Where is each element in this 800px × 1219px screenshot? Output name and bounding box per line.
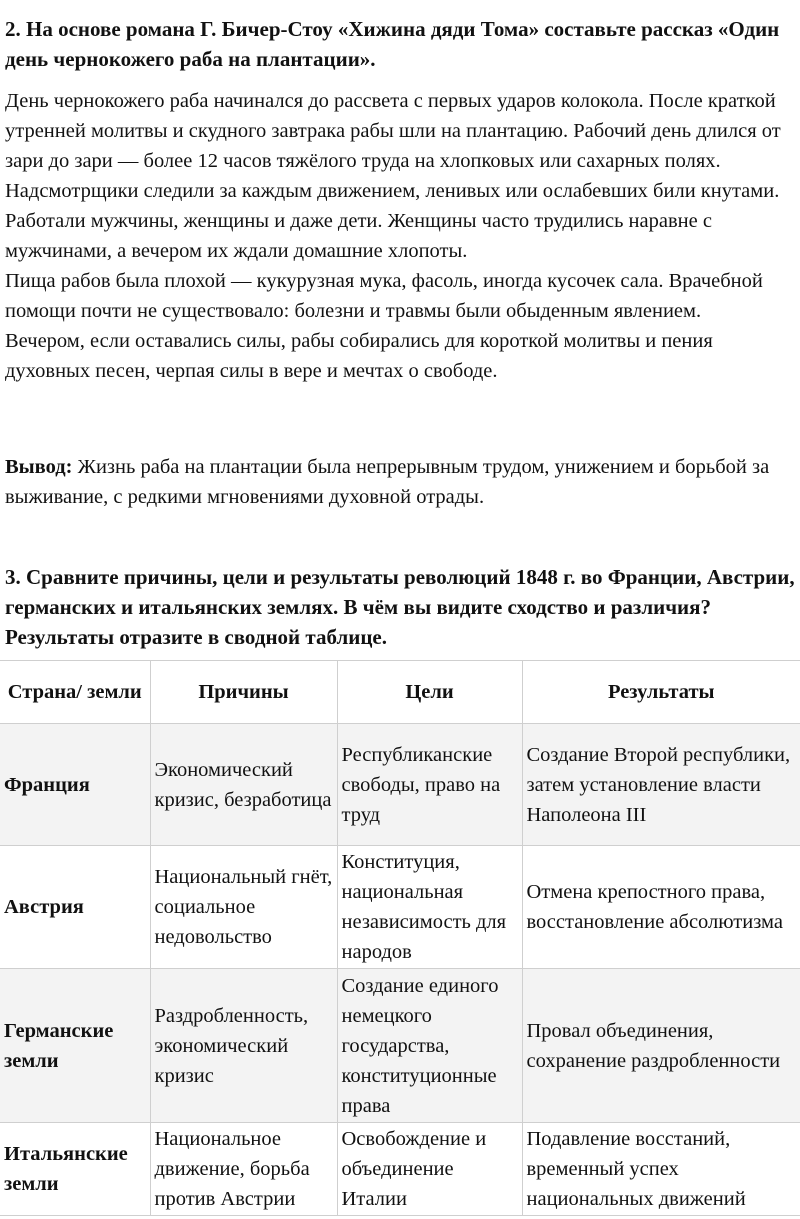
cell-causes: Национальный гнёт, социальное недовольство (150, 846, 337, 969)
table-header-row (0, 661, 800, 724)
cell-country: Германские земли (0, 969, 150, 1123)
table-row (0, 846, 800, 969)
cell-results: Создание Второй республики, затем установление власти Наполеона III (522, 724, 800, 846)
story-paragraph: День чернокожего раба начинался до рассвета с первых ударов колокола. После краткой утренней молитвы и скудного завтрака рабы шли на плантацию. Рабочий день длился от зари до зари — более 12 часов тяжёлого труда на хлопковых или сахарных полях. (5, 90, 781, 172)
story-paragraph: Надсмотрщики следили за каждым движением, ленивых или ослабевших били кнутами. Работали мужчины, женщины и даже дети. Женщины часто трудились наравне с мужчинами, а вечером их ждали домашние хлопоты. (5, 180, 780, 262)
cell-country: Франция (0, 724, 150, 846)
header-results: Результаты (522, 661, 800, 724)
story-paragraph: Вечером, если оставались силы, рабы собирались для короткой молитвы и пения духовных песен, черпая силы в вере и мечтах о свободе. (5, 330, 713, 382)
cell-results: Подавление восстаний, временный успех национальных движений (522, 1123, 800, 1216)
cell-goals: Республиканские свободы, право на труд (337, 724, 522, 846)
cell-goals: Конституция, национальная независимость для народов (337, 846, 522, 969)
revolutions-comparison-table (0, 660, 800, 1216)
header-goals: Цели (337, 661, 522, 724)
task-3-title: 3. Сравните причины, цели и результаты революций 1848 г. во Франции, Австрии, германских и итальянских землях. В чём вы видите сходство и различия? Результаты отразите в сводной таблице. (5, 565, 795, 649)
task-2-story (5, 86, 797, 386)
cell-country: Австрия (0, 846, 150, 969)
table-row (0, 1123, 800, 1216)
conclusion-text: Жизнь раба на плантации была непрерывным трудом, унижением и борьбой за выживание, с редкими мгновениями духовной отрады. (5, 456, 770, 508)
cell-causes: Раздробленность, экономический кризис (150, 969, 337, 1123)
cell-causes: Экономический кризис, безработица (150, 724, 337, 846)
cell-goals: Освобождение и объединение Италии (337, 1123, 522, 1216)
cell-country: Итальянские земли (0, 1123, 150, 1216)
header-country: Страна/ земли (0, 661, 150, 724)
conclusion-label: Вывод: (5, 456, 73, 478)
cell-goals: Создание единого немецкого государства, конституционные права (337, 969, 522, 1123)
table-row (0, 969, 800, 1123)
cell-results: Отмена крепостного права, восстановление абсолютизма (522, 846, 800, 969)
cell-causes: Национальное движение, борьба против Австрии (150, 1123, 337, 1216)
task-2-conclusion (5, 452, 797, 512)
task-2-title: 2. На основе романа Г. Бичер-Стоу «Хижина дяди Тома» составьте рассказ «Один день чернокожего раба на плантации». (5, 17, 780, 71)
story-paragraph: Пища рабов была плохой — кукурузная мука, фасоль, иногда кусочек сала. Врачебной помощи почти не существовало: болезни и травмы были обыденным явлением. (5, 270, 763, 322)
header-causes: Причины (150, 661, 337, 724)
cell-results: Провал объединения, сохранение раздробленности (522, 969, 800, 1123)
table-row (0, 724, 800, 846)
